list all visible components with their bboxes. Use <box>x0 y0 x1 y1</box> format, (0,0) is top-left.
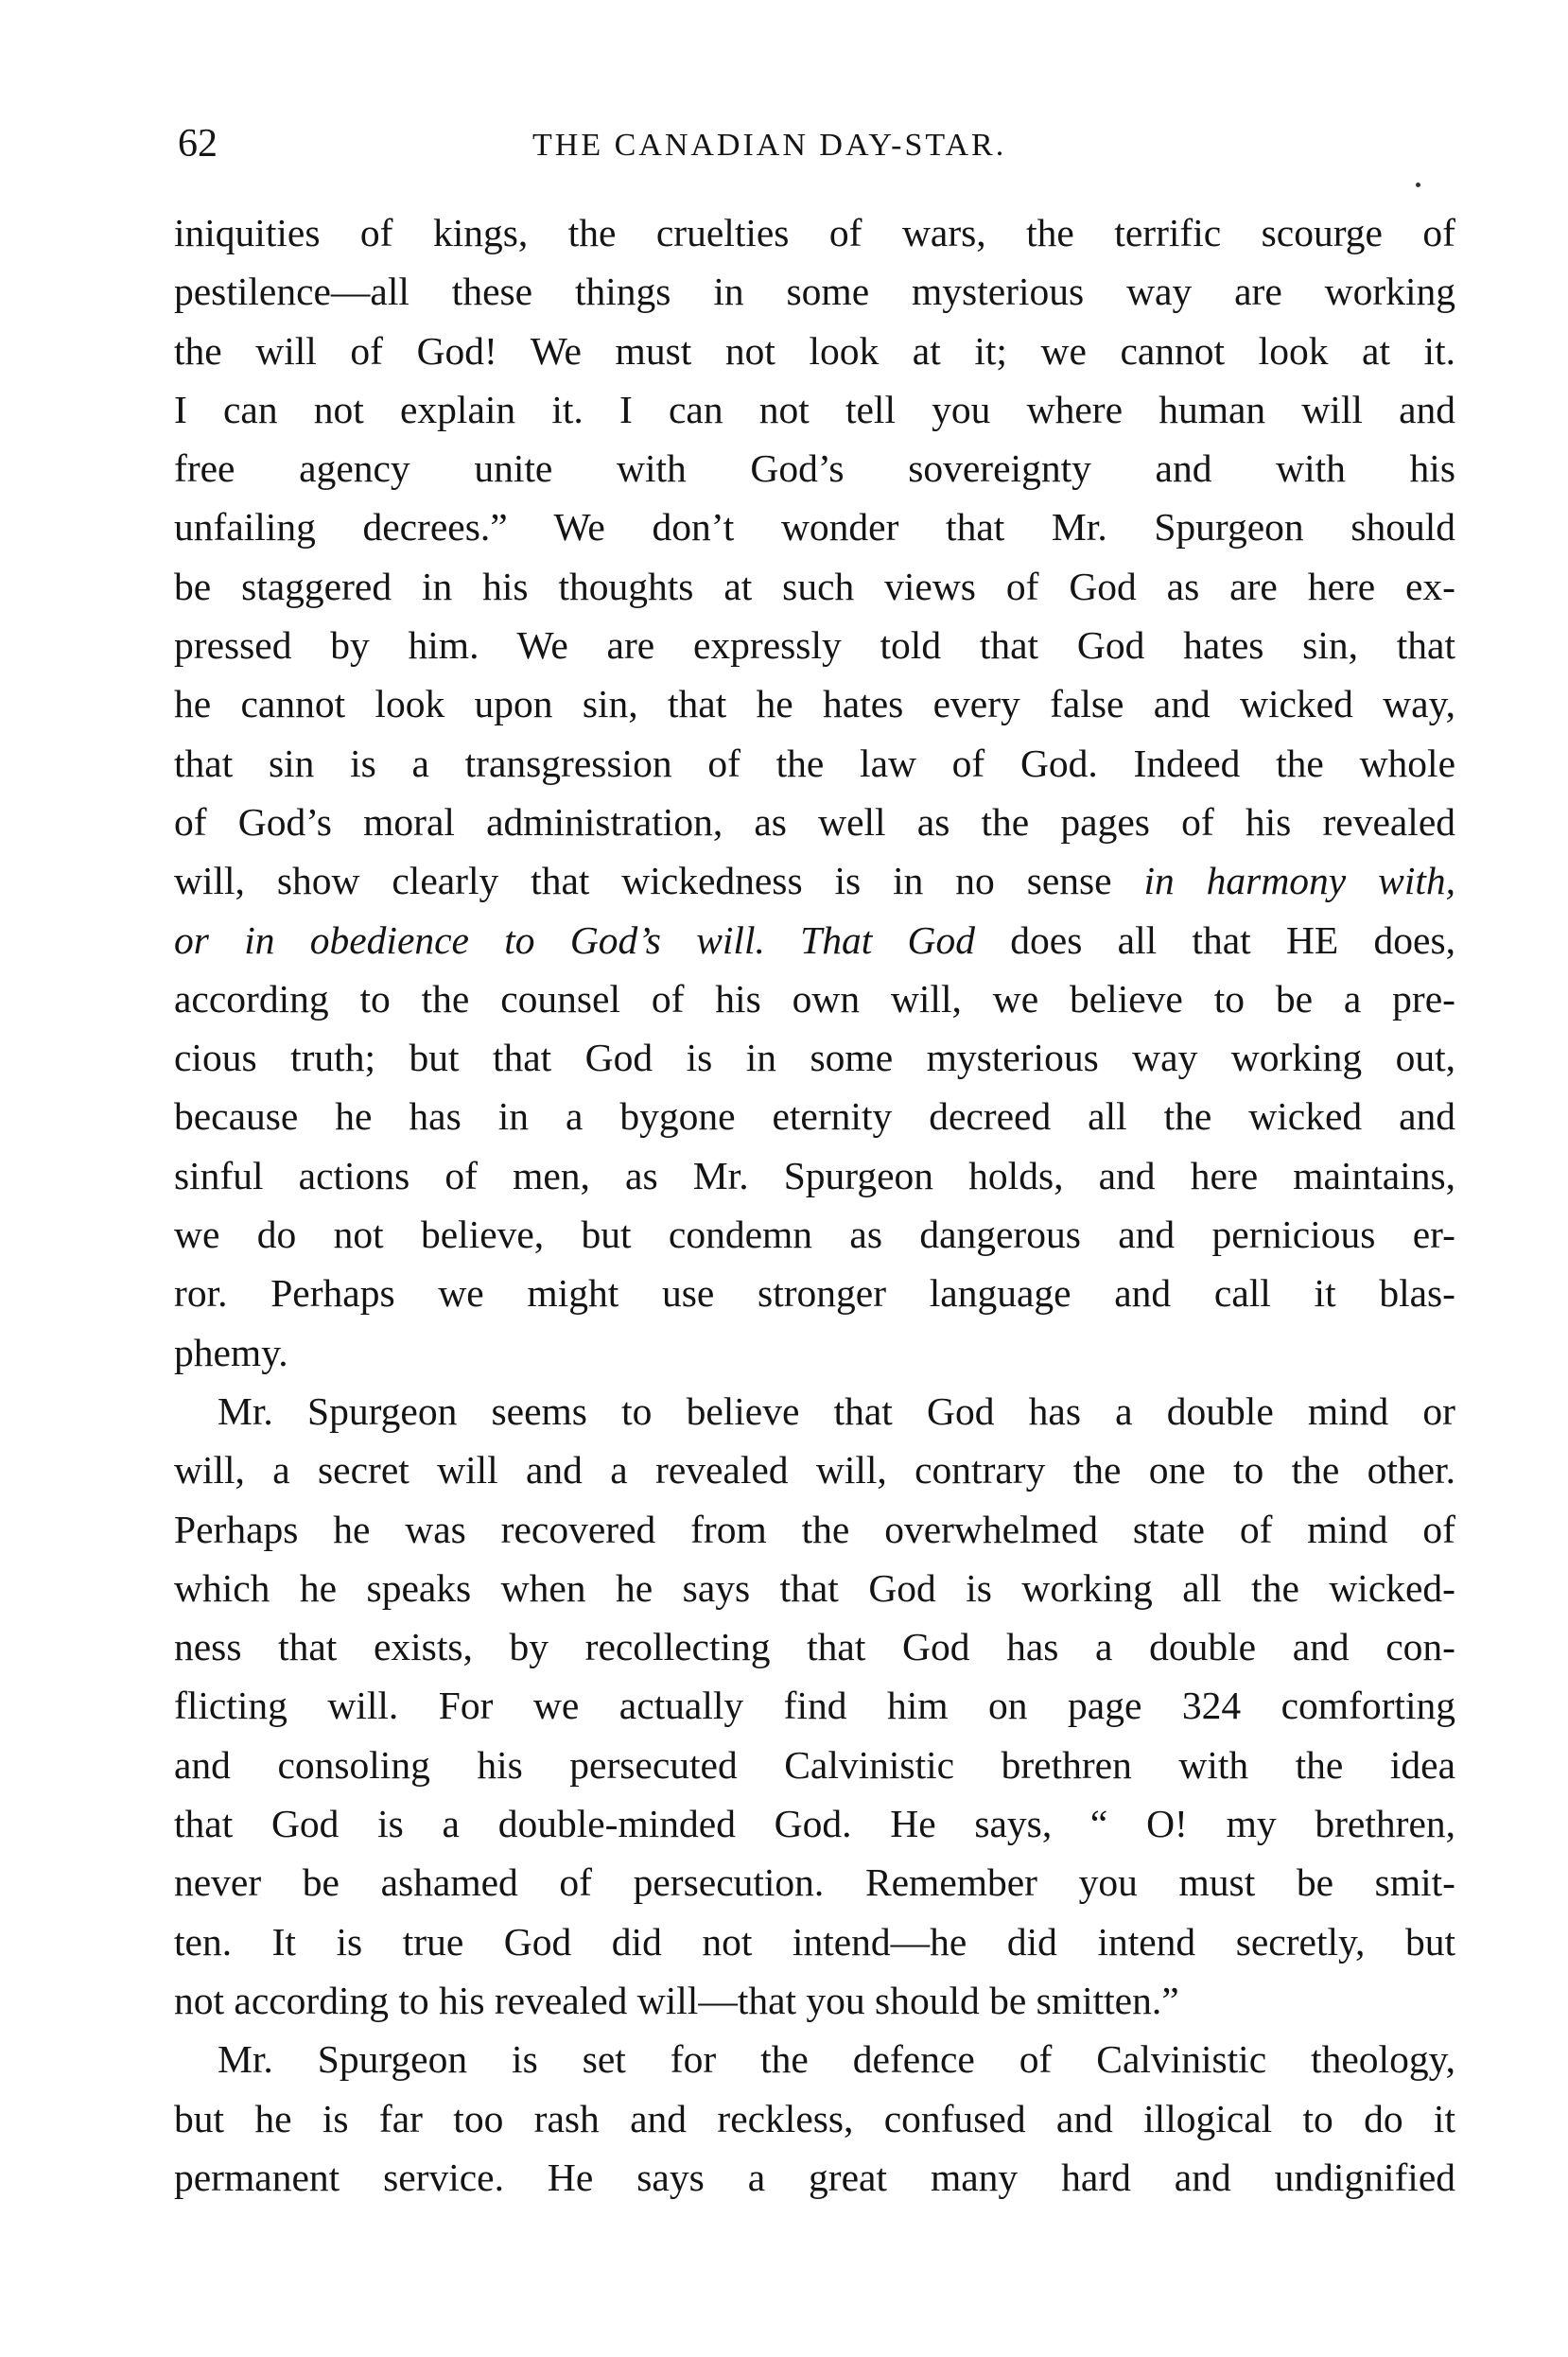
text-line: will, a secret will and a revealed will, contrary the one to the other. <box>174 1448 1455 1493</box>
text-line: unfailing decrees.” We don’t wonder that Mr. Spurgeon should <box>174 505 1455 550</box>
text-line: pressed by him. We are expressly told that God hates sin, that <box>174 623 1455 668</box>
running-title: THE CANADIAN DAY-STAR. <box>532 128 1007 163</box>
text-line: be staggered in his thoughts at such views of God as are here ex- <box>174 564 1455 608</box>
text-line: pestilence—all these things in some mysterious way are working <box>174 270 1455 314</box>
text-line: Perhaps he was recovered from the overwhelmed state of mind of <box>174 1507 1455 1551</box>
text-segment: will, show clearly that wickedness is in no sense <box>174 859 1112 903</box>
text-line <box>174 911 1455 969</box>
text-line: never be ashamed of persecution. Remember you must be smit- <box>174 1860 1455 1905</box>
text-line: ness that exists, by recollecting that God has a double and con- <box>174 1625 1455 1669</box>
text-line: Mr. Spurgeon seems to believe that God has a double mind or <box>218 1388 1455 1433</box>
text-line: of God’s moral administration, as well as the pages of his revealed <box>174 799 1455 844</box>
text-segment: does all that HE does, <box>1010 917 1455 962</box>
print-speck <box>1416 183 1420 187</box>
text-line: free agency unite with God’s sovereignty and with his <box>174 446 1455 491</box>
italic-phrase: in harmony with, <box>1143 859 1455 903</box>
text-line: according to the counsel of his own will, we believe to be a pre- <box>174 976 1455 1021</box>
text-line <box>174 851 1455 910</box>
text-line: that sin is a transgression of the law of God. Indeed the whole <box>174 741 1455 785</box>
text-line: that God is a double-minded God. He says, “ O! my brethren, <box>174 1802 1455 1846</box>
text-line: cious truth; but that God is in some mysterious way working out, <box>174 1036 1455 1080</box>
text-line: flicting will. For we actually find him on page 324 comforting <box>174 1684 1455 1728</box>
text-line: and consoling his persecuted Calvinistic brethren with the idea <box>174 1742 1455 1787</box>
text-line: iniquities of kings, the cruelties of wars, the terrific scourge of <box>174 211 1455 254</box>
text-line: we do not believe, but condemn as dangerous and pernicious er- <box>174 1213 1455 1257</box>
text-line: phemy. <box>174 1330 288 1374</box>
body-text <box>174 203 1455 2207</box>
text-line: permanent service. He says a great many hard and undignified <box>174 2155 1455 2199</box>
text-line: not according to his revealed will—that you should be smitten.” <box>174 1978 1179 2022</box>
text-line: sinful actions of men, as Mr. Spurgeon holds, and here maintains, <box>174 1153 1455 1197</box>
text-line: ten. It is true God did not intend—he did intend secretly, but <box>174 1919 1455 1964</box>
text-line: he cannot look upon sin, that he hates every false and wicked way, <box>174 682 1455 726</box>
text-line: which he speaks when he says that God is working all the wicked- <box>174 1565 1455 1610</box>
page-number: 62 <box>178 122 218 166</box>
text-line: the will of God! We must not look at it; we cannot look at it. <box>174 328 1455 373</box>
text-line: Mr. Spurgeon is set for the defence of Calvinistic theology, <box>218 2037 1455 2082</box>
text-line: because he has in a bygone eternity decreed all the wicked and <box>174 1094 1455 1139</box>
text-line: but he is far too rash and reckless, confused and illogical to do it <box>174 2096 1455 2140</box>
text-line: ror. Perhaps we might use stronger language and call it blas- <box>174 1271 1455 1316</box>
text-line: I can not explain it. I can not tell you where human will and <box>174 387 1455 431</box>
italic-phrase: or in obedience to God’s will. That God <box>174 917 975 962</box>
running-head <box>178 115 1455 172</box>
